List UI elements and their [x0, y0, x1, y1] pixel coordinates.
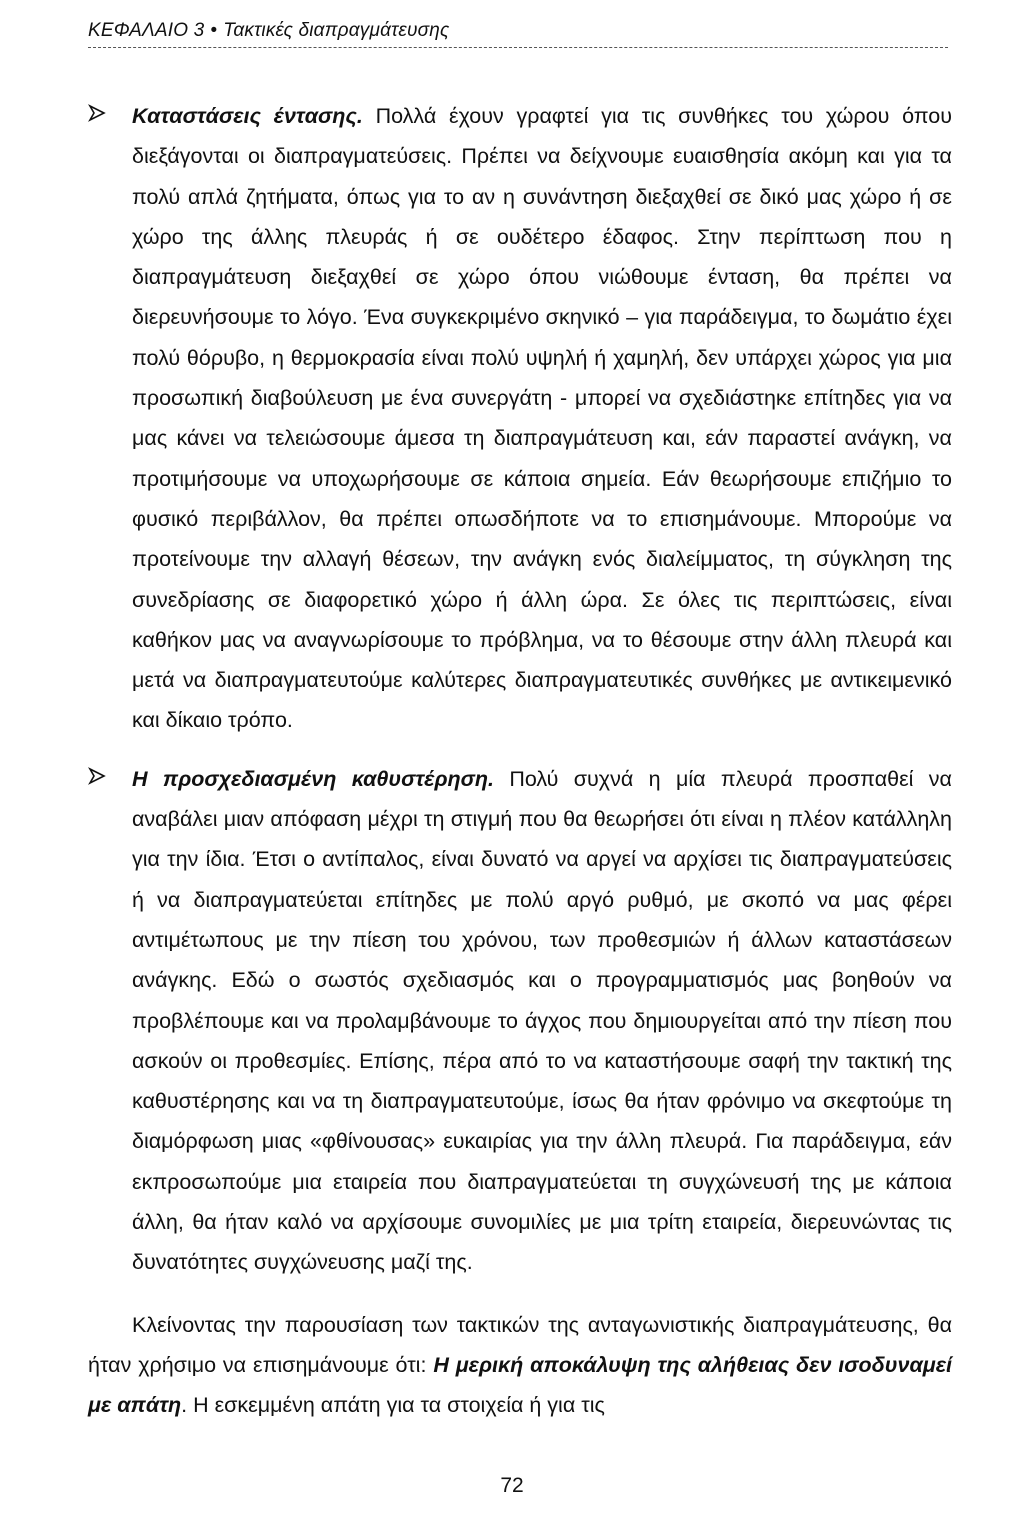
chapter-label: ΚΕΦΑΛΑΙΟ 3	[88, 20, 205, 41]
closing-emphasis: Η μερική αποκάλυψη της αλήθειας δεν ισοδυναμεί με απάτη	[88, 1352, 952, 1418]
header-rule	[88, 47, 948, 48]
paragraph-text: Πολύ συχνά η μία πλευρά προσπαθεί να αναβάλει μιαν απόφαση μέχρι τη στιγμή που θα θεωρήσει ότι είναι η πλέον κατάλληλη για την ίδια. Έτσι ο αντίπαλος, είναι δυνατό να αργεί να αρχίσει τις διαπραγματεύσεις ή να διαπραγματεύεται επίτηδες με πολύ αργό ρυθμό, με σκοπό να μας φέρει αντιμέτωπους με την πίεση του χρόνου, των προθεσμιών ή άλλων καταστάσεων ανάγκης. Εδώ ο σωστός σχεδιασμός και ο προγραμματισμός μας βοηθούν να προβλέπουμε και να προλαμβάνουμε το άγχος που δημιουργείται από την πίεση που ασκούν οι προθεσμίες. Επίσης, πέρα από το να καταστήσουμε σαφή την τακτική της καθυστέρησης και να τη διαπραγματευτούμε, ίσως θα ήταν φρόνιμο να σκεφτούμε τη διαμόρφωση μιας «φθίνουσας» ευκαιρίας για την άλλη πλευρά. Για παράδειγμα, εάν εκπροσωπούμε μια εταιρεία που διαπραγματεύεται τη συγχώνευσή της με κάποια άλλη, θα ήταν καλό να αρχίσουμε συνομιλίες με μια τρίτη εταιρεία, διερευνώντας τις δυνατότητες συγχώνευσης μαζί της.	[132, 766, 952, 1275]
bullet-item-delay	[88, 759, 952, 1283]
header-separator: •	[210, 20, 218, 41]
arrowhead-bullet-icon	[88, 103, 106, 123]
chapter-title: Τακτικές διαπραγμάτευσης	[223, 20, 450, 41]
term-heading: Καταστάσεις έντασης.	[132, 104, 363, 128]
body-content	[88, 96, 952, 1426]
term-heading: Η προσχεδιασμένη καθυστέρηση.	[132, 766, 494, 791]
paragraph-tension	[132, 96, 952, 741]
closing-text-after: . Η εσκεμμένη απάτη για τα στοιχεία ή για τις	[181, 1393, 605, 1418]
closing-paragraph	[88, 1305, 952, 1426]
bullet-item-tension	[88, 96, 952, 741]
page-number: 72	[500, 1474, 524, 1497]
arrowhead-bullet-icon	[88, 766, 106, 786]
closing-text-before: Κλείνοντας την παρουσίαση των τακτικών της ανταγωνιστικής διαπραγμάτευσης, θα ήταν χρήσιμο να επισημάνουμε ότι:	[88, 1312, 952, 1377]
running-header	[88, 20, 449, 42]
paragraph-text: Πολλά έχουν γραφτεί για τις συνθήκες του χώρου όπου διεξάγονται οι διαπραγματεύσεις. Πρέπει να δείχνουμε ευαισθησία ακόμη και για τα πολύ απλά ζητήματα, όπως για το αν η συνάντηση διεξαχθεί σε δικό μας χώρο ή σε χώρο της άλλης πλευράς ή σε ουδέτερο έδαφος. Στην περίπτωση που η διαπραγμάτευση διεξαχθεί σε χώρο όπου νιώθουμε ένταση, θα πρέπει να διερευνήσουμε το λόγο. Ένα συγκεκριμένο σκηνικό – για παράδειγμα, το δωμάτιο έχει πολύ θόρυβο, η θερμοκρασία είναι πολύ υψηλή ή χαμηλή, δεν υπάρχει χώρος για μια προσωπική διαβούλευση με ένα συνεργάτη - μπορεί να σχεδιάστηκε επίτηδες για να μας κάνει να τελειώσουμε άμεσα τη διαπραγμάτευση και, εάν παραστεί ανάγκη, να προτιμήσουμε να υποχωρήσουμε σε κάποια σημεία. Εάν θεωρήσουμε επιζήμιο το φυσικό περιβάλλον, θα πρέπει οπωσδήποτε να το επισημάνουμε. Μπορούμε να προτείνουμε την αλλαγή θέσεων, την ανάγκη ενός διαλείμματος, τη σύγκληση της συνεδρίασης σε διαφορετικό χώρο ή άλλη ώρα. Σε όλες τις περιπτώσεις, είναι καθήκον μας να αναγνωρίσουμε το πρόβλημα, να το θέσουμε στην άλλη πλευρά και μετά να διαπραγματευτούμε καλύτερες διαπραγματευτικές συνθήκες με αντικειμενικό και δίκαιο τρόπο.	[132, 104, 952, 733]
paragraph-delay	[132, 759, 952, 1283]
